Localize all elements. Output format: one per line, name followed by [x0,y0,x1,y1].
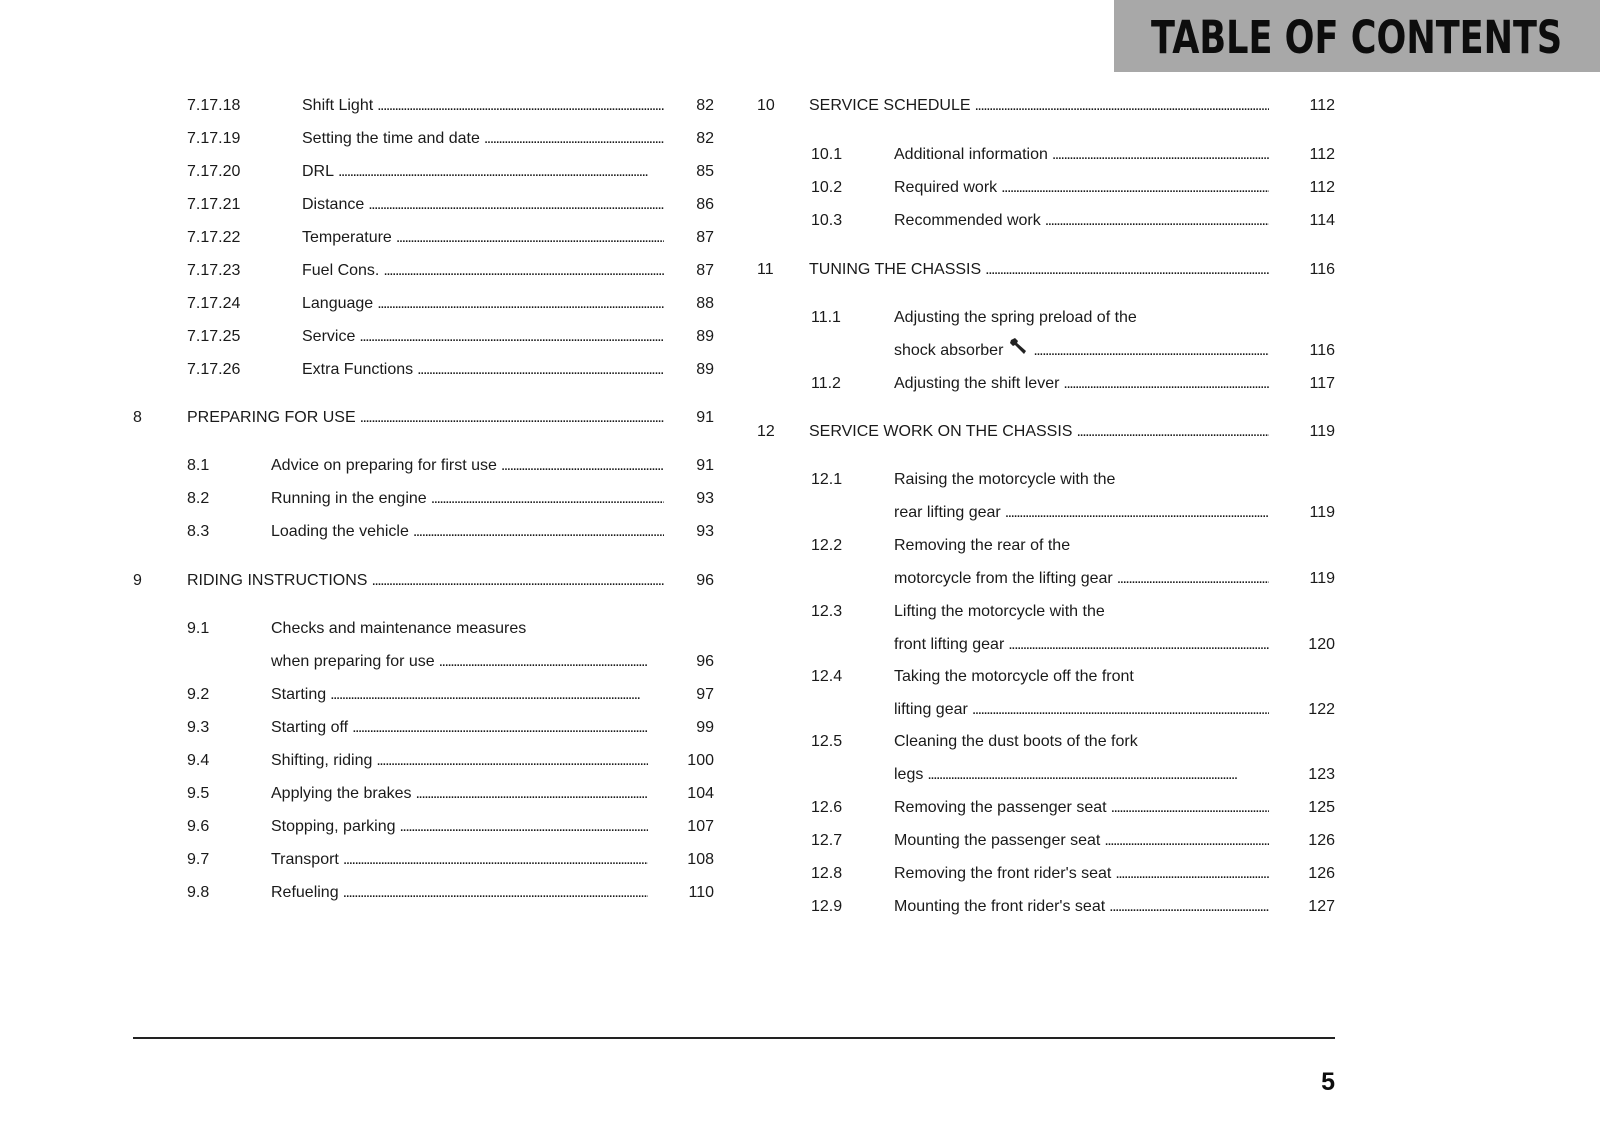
entry-label: Stopping, parking [271,818,396,835]
entry-number: 9 [133,572,142,589]
entry-label: Temperature [302,229,392,246]
leader-dots [1109,891,1269,923]
leader-dots [1001,172,1269,204]
entry-label-line1: Checks and maintenance measures [271,620,527,637]
entry-number: 12.2 [811,537,843,554]
leader-dots [985,254,1269,286]
entry-page-number: 82 [696,97,714,114]
toc-entry-8-1[interactable] [0,450,1600,482]
entry-number: 8.3 [187,523,210,540]
entry-label-line1: Lifting the motorcycle with the [894,603,1105,620]
entry-label: Extra Functions [302,361,414,378]
entry-label-line1: Cleaning the dust boots of the fork [894,733,1138,750]
entry-number: 8 [133,409,142,426]
entry-label-line1: Raising the motorcycle with the [894,471,1116,488]
leader-dots [377,288,664,320]
entry-label-wrap [894,139,1273,171]
entry-label-wrap [809,90,1273,122]
entry-label-wrap [894,205,1273,237]
entry-label: Adjusting the shift lever [894,375,1060,392]
entry-label: Transport [271,851,339,868]
entry-label: Mounting the passenger seat [894,832,1101,849]
entry-number: 9.2 [187,686,210,703]
entry-number: 7.17.19 [187,130,241,147]
entry-page-number: 127 [1308,898,1335,915]
entry-label: Refueling [271,884,339,901]
entry-label: Running in the engine [271,490,427,507]
entry-label-wrap [894,335,1273,367]
toc-entry-12-8[interactable] [0,858,1600,890]
leader-dots [1045,205,1269,237]
toc-entry-10-1[interactable] [0,139,1600,171]
leader-dots [1052,139,1269,171]
entry-number: 10.2 [811,179,843,196]
entry-number: 12.9 [811,898,843,915]
entry-label-line1: Taking the motorcycle off the front [894,668,1134,685]
entry-label: SERVICE WORK ON THE CHASSIS [809,423,1073,440]
entry-page-number: 97 [696,686,714,703]
toc-entry-10-2[interactable] [0,172,1600,204]
entry-number: 7.17.24 [187,295,241,312]
entry-page-number: 99 [696,719,714,736]
entry-page-number: 108 [687,851,714,868]
entry-number: 10.3 [811,212,843,229]
entry-number: 9.8 [187,884,210,901]
entry-label-wrap [894,563,1273,595]
entry-label-wrap [894,497,1273,529]
wrench-icon [1009,337,1029,355]
entry-label-wrap [894,792,1273,824]
toc-entry-12-5[interactable] [0,733,1600,791]
entry-page-number: 119 [1309,570,1335,587]
entry-number: 12 [757,423,775,440]
entry-label: Removing the front rider's seat [894,865,1112,882]
entry-page-number: 91 [696,457,714,474]
entry-number: 12.6 [811,799,843,816]
entry-label: DRL [302,163,335,180]
header-band [1114,0,1600,72]
entry-label-wrap [894,629,1273,661]
entry-number: 7.17.25 [187,328,241,345]
entry-label: Starting [271,686,327,703]
entry-number: 12.7 [811,832,843,849]
entry-label: rear lifting gear [894,504,1001,521]
entry-label-wrap [894,172,1273,204]
page-number: 5 [1321,1068,1335,1096]
entry-page-number: 112 [1309,179,1335,196]
entry-page-number: 89 [696,361,714,378]
entry-number: 12.1 [811,471,843,488]
entry-number: 7.17.26 [187,361,241,378]
toc-entry-12-7[interactable] [0,825,1600,857]
entry-page-number: 107 [687,818,714,835]
entry-label: when preparing for use [271,653,435,670]
entry-label: Required work [894,179,998,196]
entry-page-number: 117 [1309,375,1335,392]
leader-dots [1063,368,1269,400]
leader-dots [1104,825,1269,857]
toc-entry-12-9[interactable] [0,891,1600,923]
entry-label: Service [302,328,356,345]
leader-dots [975,90,1269,122]
entry-label: RIDING INSTRUCTIONS [187,572,368,589]
entry-label: Setting the time and date [302,130,480,147]
entry-label: front lifting gear [894,636,1005,653]
entry-page-number: 112 [1309,146,1335,163]
entry-label-wrap [894,825,1273,857]
entry-page-number: 85 [696,163,714,180]
toc-entry-7-17-24[interactable] [0,288,1600,320]
entry-page-number: 119 [1309,423,1335,440]
entry-number: 9.5 [187,785,210,802]
entry-page-number: 125 [1308,799,1335,816]
leader-dots [1005,497,1269,529]
entry-label: lifting gear [894,701,968,718]
entry-page-number: 116 [1309,261,1335,278]
entry-page-number: 114 [1309,212,1335,229]
entry-label: Applying the brakes [271,785,412,802]
entry-label: Removing the passenger seat [894,799,1107,816]
entry-number: 11.1 [811,309,841,326]
entry-number: 7.17.22 [187,229,241,246]
leader-dots [1117,563,1269,595]
toc-chapter-11[interactable] [0,254,1600,286]
entry-number: 10 [757,97,775,114]
entry-label: Starting off [271,719,349,736]
entry-label: Fuel Cons. [302,262,380,279]
entry-page-number: 123 [1308,766,1335,783]
entry-label: Mounting the front rider's seat [894,898,1106,915]
entry-page-number: 112 [1309,97,1335,114]
page-title: TABLE OF CONTENTS [1150,11,1562,64]
toc-entry-12-6[interactable] [0,792,1600,824]
entry-label-wrap [302,288,668,320]
entry-label: Shifting, riding [271,752,373,769]
entry-label-wrap [894,368,1273,400]
entry-label: Recommended work [894,212,1041,229]
entry-page-number: 82 [696,130,714,147]
entry-number: 7.17.21 [187,196,241,213]
leader-dots [1008,629,1269,661]
leader-dots [927,759,1269,791]
entry-number: 8.2 [187,490,210,507]
entry-label: SERVICE SCHEDULE [809,97,971,114]
entry-label: PREPARING FOR USE [187,409,356,426]
entry-label-line1: Removing the rear of the [894,537,1071,554]
entry-label: Language [302,295,374,312]
entry-page-number: 87 [696,229,714,246]
leader-dots [972,694,1269,726]
toc-entry-10-3[interactable] [0,205,1600,237]
entry-number: 7.17.20 [187,163,241,180]
entry-number: 7.17.23 [187,262,241,279]
entry-page-number: 89 [696,328,714,345]
entry-page-number: 122 [1308,701,1335,718]
entry-number: 12.8 [811,865,843,882]
entry-page-number: 126 [1308,832,1335,849]
entry-page-number: 93 [696,523,714,540]
toc-entry-11-2[interactable] [0,368,1600,400]
entry-page-number: 91 [696,409,714,426]
entry-number: 11.2 [811,375,841,392]
entry-page-number: 96 [696,653,714,670]
entry-label-wrap [894,891,1273,923]
entry-label: shock absorber [894,342,1004,359]
entry-label-wrap [809,254,1273,286]
entry-page-number: 86 [696,196,714,213]
entry-label-line1: Adjusting the spring preload of the [894,309,1137,326]
entry-label: Shift Light [302,97,374,114]
entry-label-wrap [894,858,1273,890]
entry-label-wrap [809,416,1273,448]
entry-number: 12.3 [811,603,843,620]
entry-number: 9.3 [187,719,210,736]
leader-dots [1115,858,1269,890]
entry-label: Additional information [894,146,1048,163]
entry-page-number: 120 [1308,636,1335,653]
entry-number: 9.1 [187,620,210,637]
toc-entry-11-1[interactable] [0,309,1600,367]
entry-label: Loading the vehicle [271,523,409,540]
toc-entry-12-1[interactable] [0,471,1600,529]
entry-label: Advice on preparing for first use [271,457,497,474]
leader-dots [1111,792,1269,824]
entry-number: 12.4 [811,668,843,685]
entry-number: 9.6 [187,818,210,835]
entry-label: Distance [302,196,365,213]
entry-page-number: 93 [696,490,714,507]
entry-number: 9.7 [187,851,210,868]
leader-dots [1076,416,1269,448]
entry-number: 11 [757,261,774,278]
entry-page-number: 100 [687,752,714,769]
entry-label: motorcycle from the lifting gear [894,570,1113,587]
entry-page-number: 126 [1308,865,1335,882]
entry-label: TUNING THE CHASSIS [809,261,982,278]
toc-entry-12-2[interactable] [0,537,1600,595]
entry-page-number: 119 [1309,504,1335,521]
entry-page-number: 87 [696,262,714,279]
entry-number: 8.1 [187,457,210,474]
entry-number: 10.1 [811,146,843,163]
toc-entry-12-4[interactable] [0,668,1600,726]
entry-label: legs [894,766,924,783]
leader-dots [501,450,664,482]
entry-page-number: 104 [687,785,714,802]
entry-page-number: 110 [688,884,714,901]
entry-number: 7.17.18 [187,97,241,114]
toc-chapter-10[interactable] [0,90,1600,122]
entry-page-number: 88 [696,295,714,312]
entry-page-number: 116 [1309,342,1335,359]
entry-label-wrap [271,450,668,482]
toc-chapter-12[interactable] [0,416,1600,448]
entry-page-number: 96 [696,572,714,589]
entry-label-wrap [894,694,1273,726]
entry-label-wrap [894,759,1273,791]
footer-divider [133,1037,1335,1039]
entry-number: 12.5 [811,733,843,750]
leader-dots [1033,335,1269,367]
entry-number: 9.4 [187,752,210,769]
